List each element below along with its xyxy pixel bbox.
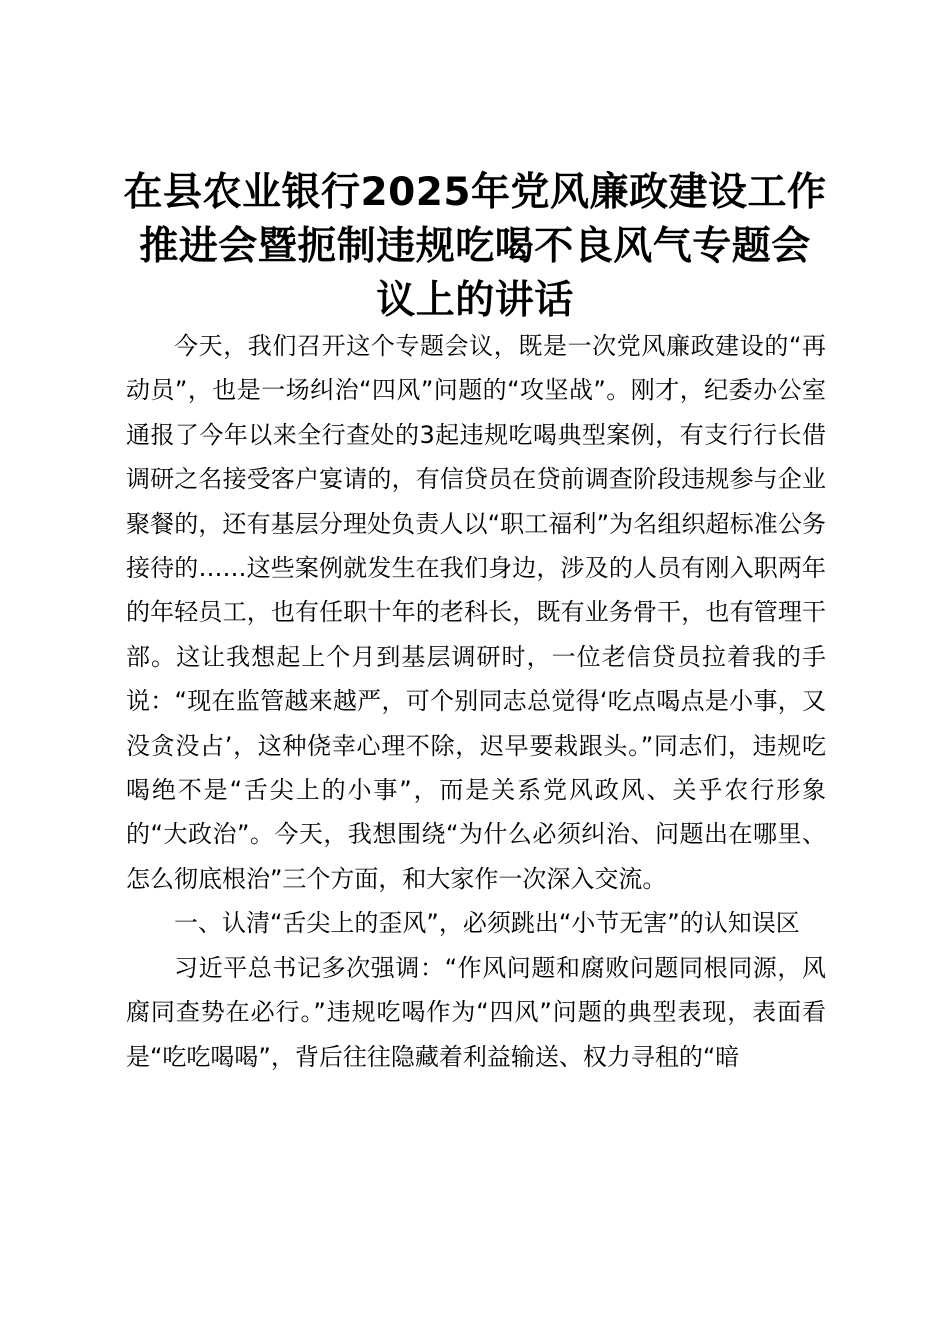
document-body [126, 324, 826, 1079]
document-title: 在县农业银行2025年党风廉政建设工作推进会暨扼制违规吃喝不良风气专题会议上的讲话 [123, 170, 827, 323]
paragraph-section-1: 习近平总书记多次强调：“作风问题和腐败问题同根同源，风腐同查势在必行。”违规吃喝作为“四风”问题的典型表现，表面看是“吃吃喝喝”，背后往往隐藏着利益输送、权力寻租的“暗 [126, 953, 826, 1071]
section-heading-1: 一、认清“舌尖上的歪风”，必须跳出“小节无害”的认知误区 [174, 909, 800, 938]
paragraph-intro: 今天，我们召开这个专题会议，既是一次党风廉政建设的“再动员”，也是一场纠治“四风”问题的“攻坚战”。刚才，纪委办公室通报了今年以来全行查处的3起违规吃喝典型案例，有支行行长借调研之名接受客户宴请的，有信贷员在贷前调查阶段违规参与企业聚餐的，还有基层分理处负责人以“职工福利”为名组织超标准公务接待的……这些案例就发生在我们身边，涉及的人员有刚入职两年的年轻员工，也有任职十年的老科长，既有业务骨干，也有管理干部。这让我想起上个月到基层调研时，一位老信贷员拉着我的手说：“现在监管越来越严，可个别同志总觉得‘吃点喝点是小事，又没贪没占’，这种侥幸心理不除，迟早要栽跟头。”同志们，违规吃喝绝不是“舌尖上的小事”，而是关系党风政风、关乎农行形象的“大政治”。今天，我想围绕“为什么必须纠治、问题出在哪里、怎么彻底根治”三个方面，和大家作一次深入交流。 [126, 332, 826, 893]
